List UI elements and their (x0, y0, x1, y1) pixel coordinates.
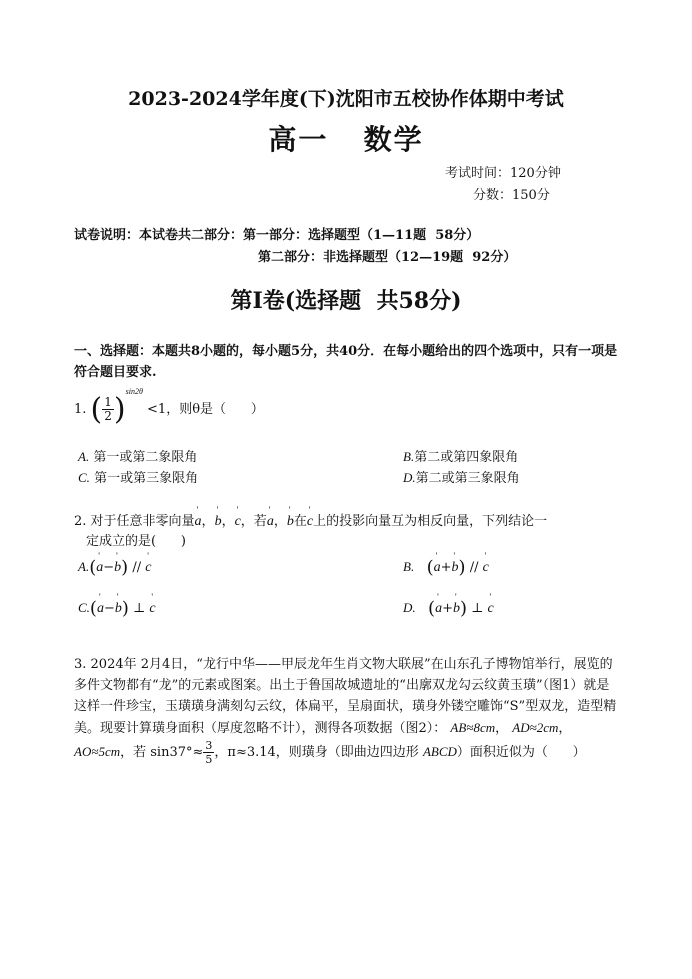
question-number: 1. (74, 402, 87, 417)
volume-title: 第Ⅰ卷(选择题 共58分) (230, 288, 462, 314)
q1-option-c[interactable]: C. 第一或第三象限角 (78, 470, 199, 486)
section-instructions: 一、选择题：本题共8小题的，每小题5分，共40分．在每小题给出的四个选项中，只有一项是符合题目要求. (74, 344, 618, 380)
question-3: 3. 2024年 2月4日，“龙行中华——甲辰龙年生肖文物大联展”在山东孔子博物馆举行，展览的多件文物都有“龙”的元素或图案。出土于鲁国故城遗址的“出廓双龙勾云纹黄玉璜”（图1）就是这样一件珍宝，玉璜璜身满刻勾云纹，体扁平，呈扇面状，璜身外镂空雕饰“S”型双龙，造型精美。现要计算璜身面积（厚度忽略不计），测得各项数据（图2）： AB≈8cm， AD≈2cm， AO≈5cm，若 sin37°≈ $\frac{3}{5}$ ，π≈3.14，则璜身（即曲边四边形 ABCD）面积近似为（ ） (74, 657, 617, 766)
q1-option-a[interactable]: A. 第一或第二象限角 (78, 449, 198, 465)
question-tail: <1，则θ是（ ） (147, 402, 264, 417)
q1-option-d[interactable]: D.第二或第三象限角 (403, 470, 520, 486)
subject-title: 高一 数学 (268, 123, 424, 156)
fraction: $\frac{1}{2}$ (104, 395, 112, 423)
question-1: 1. ( $\frac{1}{2}$ )$^{sin2\theta}$ <1，则θ是（ ） (74, 386, 264, 427)
q2-option-d[interactable]: D. (' a+' b) ⊥ ' c (403, 598, 494, 619)
q1-option-b[interactable]: B.第二或第四象限角 (403, 449, 519, 465)
q2-option-b[interactable]: B. (' a+' b) // ' c (403, 557, 489, 578)
fraction: $\frac{3}{5}$ (205, 739, 213, 766)
question-2: 2. 对于任意非零向量' a，' b，' c，若' a，' b在' c上的投影向量互为相反向量，下列结论一 (74, 510, 547, 530)
exam-title: 2023-2024学年度(下)沈阳市五校协作体期中考试 (128, 88, 564, 110)
exam-score: 分数：150分 (473, 188, 550, 203)
paper-description-part2: 第二部分：非选择题型（12—19题 92分） (258, 250, 517, 265)
q2-option-a[interactable]: A.(' a−' b) // ' c (78, 557, 151, 578)
exponent: sin2θ (125, 386, 143, 396)
paper-description-part1: 试卷说明：本试卷共二部分：第一部分：选择题型（1—11题 58分） (74, 228, 480, 243)
question-2-line2: 定成立的是( ) (86, 534, 186, 549)
q2-option-c[interactable]: C.(' a−' b) ⊥ ' c (78, 598, 156, 619)
exam-time: 考试时间：120分钟 (445, 166, 561, 181)
